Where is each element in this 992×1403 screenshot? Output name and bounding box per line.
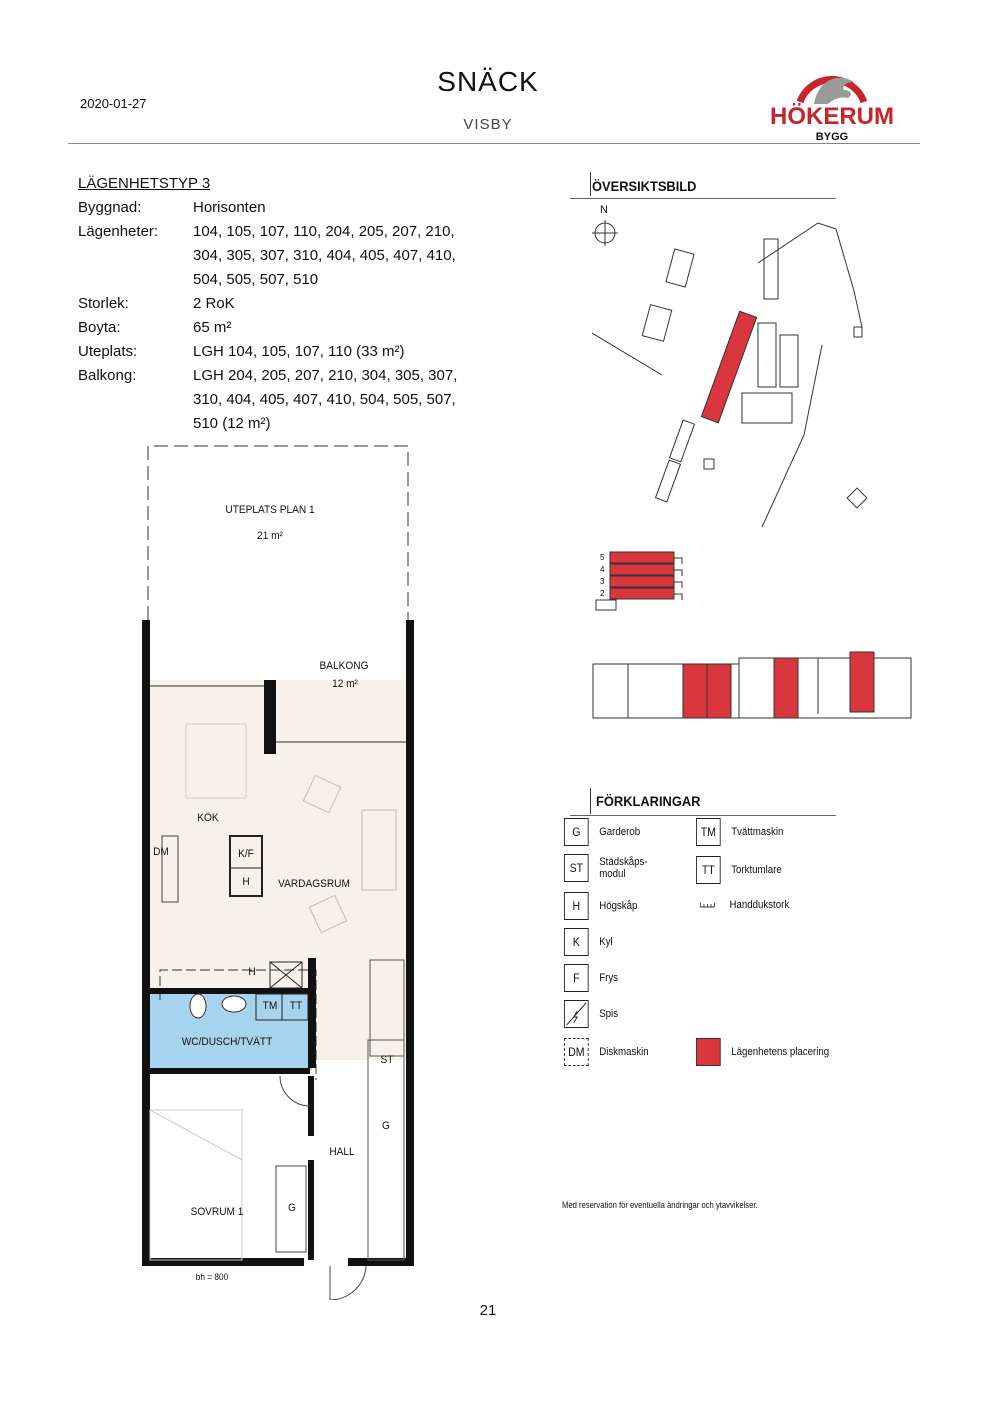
cleaning-cabinet-label: ST bbox=[380, 1054, 394, 1066]
info-row-apartments: Lägenheter: 104, 105, 107, 110, 204, 205, 207, 210, 304, 305, 307, 310, 404, 405, 407, 410, 504, 505, 507, 510 bbox=[78, 223, 456, 288]
dryer-label: TT bbox=[289, 1000, 303, 1012]
project-title: SNÄCK bbox=[437, 66, 539, 97]
legend-item-cleaning: ST Städskåps- modul bbox=[564, 854, 648, 882]
floor-plan bbox=[130, 440, 430, 1300]
overview-heading: ÖVERSIKTSBILD bbox=[592, 178, 697, 194]
bedroom-wardrobe-label: G bbox=[288, 1202, 296, 1214]
site-map bbox=[592, 215, 882, 535]
hall-wardrobe-label: G bbox=[382, 1120, 390, 1132]
company-logo bbox=[762, 46, 902, 144]
kitchen-label: KÖK bbox=[197, 812, 219, 824]
disclaimer-note: Med reservation för eventuella ändringar och ytavvikelser. bbox=[562, 1200, 758, 1210]
tall-cabinet-label: H bbox=[242, 876, 250, 888]
info-row-patio: Uteplats: LGH 104, 105, 107, 110 (33 m²) bbox=[78, 343, 405, 360]
apartment-type-heading: LÄGENHETSTYP 3 bbox=[78, 175, 211, 192]
dishwasher-label: DM bbox=[153, 846, 169, 858]
living-room-label: VARDAGSRUM bbox=[278, 878, 350, 890]
legend-item-stove: Spis bbox=[564, 1000, 618, 1028]
legend-item-wardrobe: G Garderob bbox=[564, 818, 640, 846]
legend-underline bbox=[570, 815, 836, 816]
building-plan-strip bbox=[592, 644, 914, 724]
apartment-info bbox=[78, 172, 483, 436]
info-row-building: Byggnad: Horisonten bbox=[78, 199, 266, 216]
towel-warmer-icon bbox=[696, 892, 719, 918]
fridge-freezer-label: K/F bbox=[238, 848, 254, 860]
legend-heading: FÖRKLARINGAR bbox=[596, 793, 701, 809]
legend-item-dryer: TT Torktumlare bbox=[696, 856, 782, 884]
legend-item-towel-warmer: Handdukstork bbox=[696, 892, 789, 918]
patio-label: UTEPLATS PLAN 1 bbox=[225, 504, 315, 516]
wet-room-label: WC/DUSCH/TVÄTT bbox=[181, 1036, 273, 1048]
building-placement-highlight bbox=[701, 311, 756, 422]
overview-marker bbox=[590, 172, 591, 196]
legend-marker bbox=[590, 788, 591, 814]
info-row-living-area: Boyta: 65 m² bbox=[78, 319, 232, 336]
legend-item-placement: Lägenhetens placering bbox=[696, 1038, 829, 1066]
page-number: 21 bbox=[479, 1302, 497, 1319]
overview-underline bbox=[570, 198, 836, 199]
legend-item-washer: TM Tvättmaskin bbox=[696, 818, 783, 846]
info-row-balcony: Balkong: LGH 204, 205, 207, 210, 304, 305, 307, 310, 404, 405, 407, 410, 504, 505, 507, 510 (12 m²) bbox=[78, 367, 458, 432]
balcony-area: 12 m² bbox=[332, 678, 358, 690]
legend-item-dishwasher: DM Diskmaskin bbox=[564, 1038, 649, 1066]
floor-numbers: 5 4 3 2 bbox=[600, 553, 605, 598]
patio-area: 21 m² bbox=[257, 530, 283, 542]
legend-item-freezer: F Frys bbox=[564, 964, 618, 992]
placement-swatch bbox=[696, 1038, 721, 1066]
north-label: N bbox=[600, 204, 608, 216]
info-row-size: Storlek: 2 RoK bbox=[78, 295, 235, 312]
floor-indicator bbox=[594, 548, 694, 618]
balcony-label: BALKONG bbox=[319, 660, 369, 672]
washer-label: TM bbox=[262, 1000, 278, 1012]
stove-icon bbox=[565, 1001, 588, 1027]
hall-tall-cabinet-label: H bbox=[248, 966, 256, 978]
bedroom-label: SOVRUM 1 bbox=[190, 1206, 244, 1218]
project-location: VISBY bbox=[463, 116, 513, 133]
document-date: 2020-01-27 bbox=[80, 96, 147, 111]
window-height-note: bh = 800 bbox=[195, 1272, 229, 1282]
legend-item-fridge: K Kyl bbox=[564, 928, 613, 956]
legend-item-tall-cabinet: H Högskåp bbox=[564, 892, 637, 920]
hall-label: HALL bbox=[329, 1146, 355, 1158]
svg-text:HÖKERUM: HÖKERUM bbox=[770, 103, 894, 130]
svg-text:BYGG: BYGG bbox=[815, 131, 849, 143]
